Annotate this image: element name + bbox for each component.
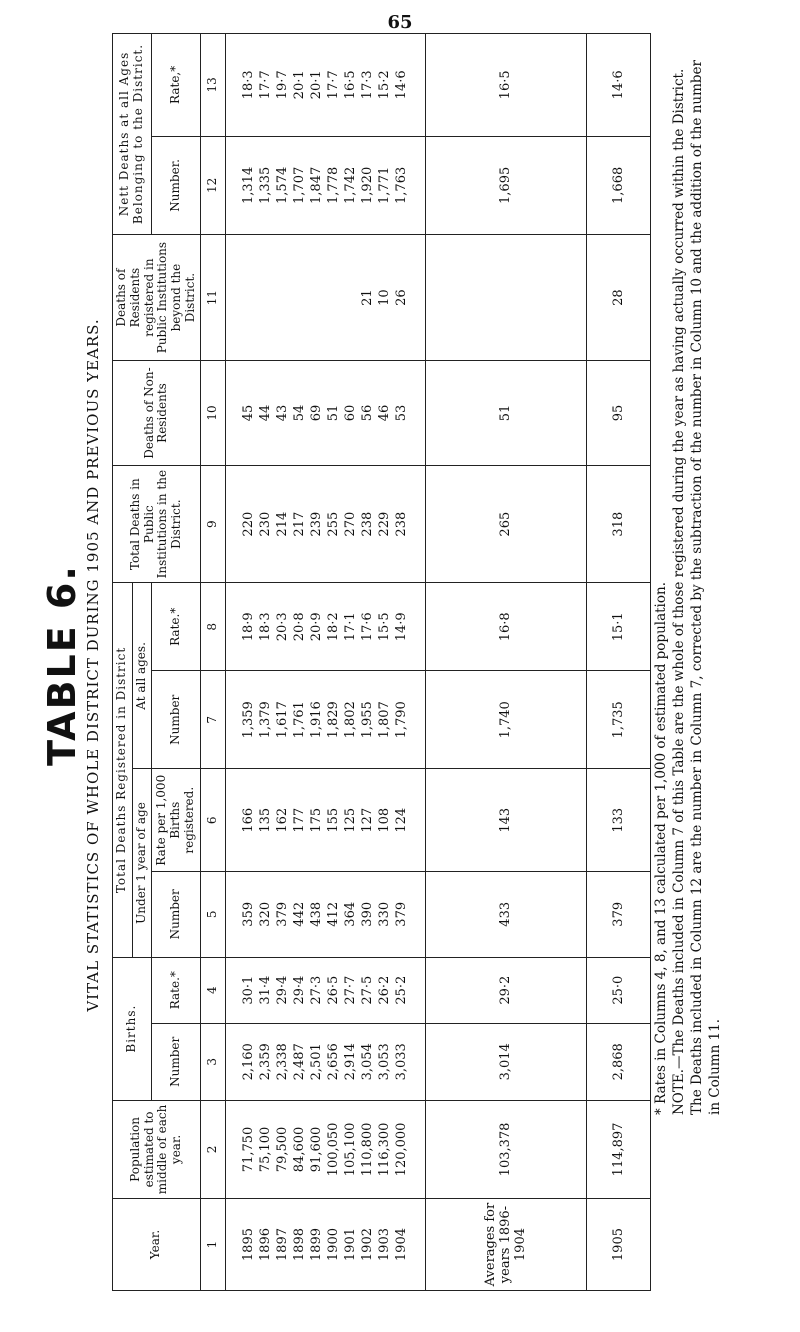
all-ages-number-value: 1,829 [326, 701, 342, 739]
non-residents-value: 53 [394, 404, 410, 422]
years-value: 1902 [360, 1228, 376, 1262]
table-title: TABLE 6. [40, 564, 84, 766]
y1905-residents-beyond: 28 [586, 235, 650, 361]
under-1-rate-value: 124 [394, 807, 410, 833]
y1905-under-1-number: 379 [586, 872, 650, 958]
nett-number-value: 1,771 [377, 166, 393, 204]
total-deaths-public-value: 220 [241, 511, 257, 537]
non-residents-value: 51 [326, 404, 342, 422]
births-number-value: 3,053 [377, 1043, 393, 1081]
non-residents-value: 60 [343, 404, 359, 422]
all-ages-number-value: 1,916 [309, 701, 325, 739]
population-value: 84,600 [292, 1126, 308, 1173]
nett-number-value: 1,742 [343, 166, 359, 204]
years-value: 1903 [377, 1228, 393, 1262]
population-column [225, 1100, 425, 1198]
nett-rate-value: 17·7 [258, 70, 274, 100]
total-deaths-public-value: 217 [292, 511, 308, 537]
all-ages-number-column [225, 671, 425, 769]
page-number: 65 [387, 12, 413, 33]
column-number: 5 [200, 872, 225, 958]
all-ages-number-value: 1,761 [292, 701, 308, 739]
total-deaths-public-value: 270 [343, 511, 359, 537]
column-number: 11 [200, 235, 225, 361]
column-number: 10 [200, 361, 225, 466]
non-residents-value: 69 [309, 404, 325, 422]
under-1-rate-column [225, 769, 425, 872]
under-1-number-value: 412 [326, 901, 342, 927]
under-1-rate-value: 135 [258, 807, 274, 833]
nett-number-column [225, 136, 425, 234]
non-residents-value: 43 [275, 404, 291, 422]
years-value: 1896 [258, 1228, 274, 1262]
under-1-rate-value: 125 [343, 807, 359, 833]
avg-nett-number: 1,695 [425, 136, 586, 234]
residents-beyond-value [240, 238, 257, 357]
residents-beyond-value [342, 238, 359, 357]
column-number: 3 [200, 1023, 225, 1100]
averages-row [425, 34, 586, 1291]
births-number-value: 2,160 [241, 1043, 257, 1081]
nett-number-value: 1,574 [275, 166, 291, 204]
years-value: 1901 [343, 1228, 359, 1262]
all-ages-rate-column [225, 583, 425, 671]
population-value: 100,050 [326, 1122, 342, 1177]
under-1-number-value: 379 [394, 901, 410, 927]
header-births-number: Number [152, 1023, 201, 1100]
years-value: 1900 [326, 1228, 342, 1262]
residents-beyond-column [225, 235, 425, 361]
header-nett-deaths: Nett Deaths at all Ages Belonging to the District. [113, 34, 152, 235]
population-value: 116,300 [377, 1122, 393, 1177]
under-1-rate-value: 177 [292, 807, 308, 833]
under-1-number-value: 390 [360, 901, 376, 927]
y1905-nett-rate: 14·6 [586, 34, 650, 137]
births-rate-column [225, 957, 425, 1023]
years-value: 1904 [394, 1228, 410, 1262]
residents-beyond-value [308, 238, 325, 357]
under-1-rate-value: 108 [377, 807, 393, 833]
y1905-nett-number: 1,668 [586, 136, 650, 234]
header-all-ages-rate: Rate.* [152, 583, 201, 671]
births-rate-value: 26·5 [326, 975, 342, 1005]
total-deaths-public-value: 229 [377, 511, 393, 537]
under-1-rate-value: 166 [241, 807, 257, 833]
under-1-rate-value: 127 [360, 807, 376, 833]
residents-beyond-value: 26 [394, 289, 410, 306]
residents-beyond-value [291, 238, 308, 357]
nett-number-value: 1,335 [258, 166, 274, 204]
residents-beyond-value [257, 238, 274, 357]
population-value: 110,800 [360, 1122, 376, 1177]
non-residents-value: 44 [258, 404, 274, 422]
vital-statistics-table [112, 33, 651, 1291]
column-number: 7 [200, 671, 225, 769]
header-nett-number: Number. [152, 136, 201, 234]
all-ages-number-value: 1,807 [377, 701, 393, 739]
births-number-value: 2,359 [258, 1043, 274, 1081]
non-residents-value: 45 [241, 404, 257, 422]
y1905-births-rate: 25·0 [586, 957, 650, 1023]
under-1-number-column [225, 872, 425, 958]
years-value: 1898 [292, 1228, 308, 1262]
births-rate-value: 27·7 [343, 975, 359, 1005]
nett-number-value: 1,763 [394, 166, 410, 204]
all-ages-number-value: 1,379 [258, 701, 274, 739]
nett-rate-value: 17·3 [360, 70, 376, 100]
births-rate-value: 30·1 [241, 975, 257, 1005]
all-ages-number-value: 1,790 [394, 701, 410, 739]
population-value: 105,100 [343, 1122, 359, 1177]
births-rate-value: 26·2 [377, 975, 393, 1005]
avg-nett-rate: 16·5 [425, 34, 586, 137]
all-ages-rate-value: 20·8 [292, 612, 308, 642]
births-number-value: 2,501 [309, 1043, 325, 1081]
residents-beyond-value: 21 [360, 289, 376, 306]
header-under-1-number: Number [152, 872, 201, 958]
footnotes [652, 45, 724, 1115]
all-ages-rate-value: 17·6 [360, 612, 376, 642]
births-rate-value: 25·2 [394, 975, 410, 1005]
nett-rate-value: 15·2 [377, 70, 393, 100]
population-value: 79,500 [275, 1126, 291, 1173]
nett-number-value: 1,314 [241, 166, 257, 204]
avg-total-deaths-public: 265 [425, 465, 586, 583]
all-ages-number-value: 1,359 [241, 701, 257, 739]
avg-births-rate: 29·2 [425, 957, 586, 1023]
column-number: 13 [200, 34, 225, 137]
header-population: Population estimated to middle of each year. [113, 1100, 201, 1198]
under-1-number-value: 442 [292, 901, 308, 927]
y1905-non-residents: 95 [586, 361, 650, 466]
non-residents-column [225, 361, 425, 466]
year-rows [225, 34, 425, 1291]
header-total-deaths-registered: Total Deaths Registered in District [113, 583, 133, 957]
avg-all-ages-number: 1,740 [425, 671, 586, 769]
nett-rate-value: 17·7 [326, 70, 342, 100]
all-ages-number-value: 1,802 [343, 701, 359, 739]
population-value: 120,000 [394, 1122, 410, 1177]
rotated-table-page [40, 25, 760, 1305]
all-ages-rate-value: 20·9 [309, 612, 325, 642]
nett-number-value: 1,920 [360, 166, 376, 204]
births-number-value: 3,054 [360, 1043, 376, 1081]
under-1-rate-value: 155 [326, 807, 342, 833]
header-row-1 [113, 34, 133, 1291]
births-rate-value: 31·4 [258, 975, 274, 1005]
total-deaths-public-value: 238 [360, 511, 376, 537]
all-ages-rate-value: 15·5 [377, 612, 393, 642]
column-number: 9 [200, 465, 225, 583]
y1905-births-number: 2,868 [586, 1023, 650, 1100]
column-number: 6 [200, 769, 225, 872]
under-1-number-value: 359 [241, 901, 257, 927]
total-deaths-public-value: 238 [394, 511, 410, 537]
under-1-number-value: 438 [309, 901, 325, 927]
column-number-row [200, 34, 225, 1291]
years-value: 1895 [241, 1228, 257, 1262]
all-ages-rate-value: 18·2 [326, 612, 342, 642]
nett-rate-value: 20·1 [309, 70, 325, 100]
avg-residents-beyond [425, 235, 586, 361]
avg-births-number: 3,014 [425, 1023, 586, 1100]
nett-rate-value: 20·1 [292, 70, 308, 100]
column-number: 4 [200, 957, 225, 1023]
avg-non-residents: 51 [425, 361, 586, 466]
y1905-all-ages-number: 1,735 [586, 671, 650, 769]
header-all-ages-number: Number [152, 671, 201, 769]
under-1-number-value: 379 [275, 901, 291, 927]
births-number-value: 2,914 [343, 1043, 359, 1081]
births-rate-value: 27·3 [309, 975, 325, 1005]
column-number: 8 [200, 583, 225, 671]
nett-number-value: 1,707 [292, 166, 308, 204]
residents-beyond-value [325, 238, 342, 357]
header-nett-rate: Rate,* [152, 34, 201, 137]
births-number-value: 2,338 [275, 1043, 291, 1081]
total-deaths-public-value: 255 [326, 511, 342, 537]
all-ages-rate-value: 18·9 [241, 612, 257, 642]
births-rate-value: 29·4 [292, 975, 308, 1005]
nett-rate-value: 14·6 [394, 70, 410, 100]
population-value: 75,100 [258, 1126, 274, 1173]
all-ages-number-value: 1,955 [360, 701, 376, 739]
nett-rate-column [225, 34, 425, 137]
non-residents-value: 54 [292, 404, 308, 422]
averages-label: Averages for years 1896-1904 [425, 1199, 586, 1291]
population-value: 71,750 [241, 1126, 257, 1173]
total-deaths-public-value: 239 [309, 511, 325, 537]
all-ages-rate-value: 17·1 [343, 612, 359, 642]
column-number: 12 [200, 136, 225, 234]
year-1905-label: 1905 [586, 1199, 650, 1291]
footnote-note: NOTE.—The Deaths included in Column 7 of this Table are the whole of those registered during the year as having actually occurred within the District. The Deaths included in Column 12 are the number in Column 7, corrected by the subtraction of the number in Column 10 and the addition of the number in Column 11. [671, 60, 723, 1115]
header-births-rate: Rate.* [152, 957, 201, 1023]
under-1-number-value: 364 [343, 901, 359, 927]
total-deaths-public-column [225, 465, 425, 583]
all-ages-number-value: 1,617 [275, 701, 291, 739]
non-residents-value: 56 [360, 404, 376, 422]
nett-rate-value: 18·3 [241, 70, 257, 100]
header-all-ages: At all ages. [132, 583, 152, 769]
residents-beyond-value: 10 [377, 289, 393, 306]
all-ages-rate-value: 20·3 [275, 612, 291, 642]
years-value: 1897 [275, 1228, 291, 1262]
avg-all-ages-rate: 16·8 [425, 583, 586, 671]
nett-number-value: 1,847 [309, 166, 325, 204]
y1905-population: 114,897 [586, 1100, 650, 1198]
non-residents-value: 46 [377, 404, 393, 422]
all-ages-rate-value: 14·9 [394, 612, 410, 642]
residents-beyond-value [274, 238, 291, 357]
population-value: 91,600 [309, 1126, 325, 1173]
year-1905-row [586, 34, 650, 1291]
under-1-number-value: 330 [377, 901, 393, 927]
under-1-number-value: 320 [258, 901, 274, 927]
nett-rate-value: 16·5 [343, 70, 359, 100]
births-number-value: 2,487 [292, 1043, 308, 1081]
years-value: 1899 [309, 1228, 325, 1262]
header-year: Year. [113, 1199, 201, 1291]
births-rate-value: 27·5 [360, 975, 376, 1005]
table-subtitle: VITAL STATISTICS OF WHOLE DISTRICT DURING 1905 AND PREVIOUS YEARS. [84, 318, 102, 1012]
under-1-rate-value: 162 [275, 807, 291, 833]
nett-rate-value: 19·7 [275, 70, 291, 100]
avg-population: 103,378 [425, 1100, 586, 1198]
header-total-deaths-public: Total Deaths in Public Institutions in the District. [113, 465, 201, 583]
header-under-1-rate: Rate per 1,000 Births registered. [152, 769, 201, 872]
column-number: 2 [200, 1100, 225, 1198]
y1905-total-deaths-public: 318 [586, 465, 650, 583]
header-residents-beyond: Deaths of Residents registered in Public Institutions beyond the District. [113, 235, 201, 361]
y1905-all-ages-rate: 15·1 [586, 583, 650, 671]
footnote-rates: * Rates in Columns 4, 8, and 13 calculated per 1,000 of estimated population. [653, 582, 669, 1115]
avg-under-1-number: 433 [425, 872, 586, 958]
column-number: 1 [200, 1199, 225, 1291]
header-births: Births. [113, 957, 152, 1100]
births-rate-value: 29·4 [275, 975, 291, 1005]
births-number-column [225, 1023, 425, 1100]
total-deaths-public-value: 214 [275, 511, 291, 537]
under-1-rate-value: 175 [309, 807, 325, 833]
total-deaths-public-value: 230 [258, 511, 274, 537]
header-non-residents: Deaths of Non-Residents [113, 361, 201, 466]
avg-under-1-rate: 143 [425, 769, 586, 872]
births-number-value: 2,656 [326, 1043, 342, 1081]
births-number-value: 3,033 [394, 1043, 410, 1081]
header-under-1: Under 1 year of age [132, 769, 152, 957]
years-column [225, 1199, 425, 1291]
nett-number-value: 1,778 [326, 166, 342, 204]
all-ages-rate-value: 18·3 [258, 612, 274, 642]
y1905-under-1-rate: 133 [586, 769, 650, 872]
